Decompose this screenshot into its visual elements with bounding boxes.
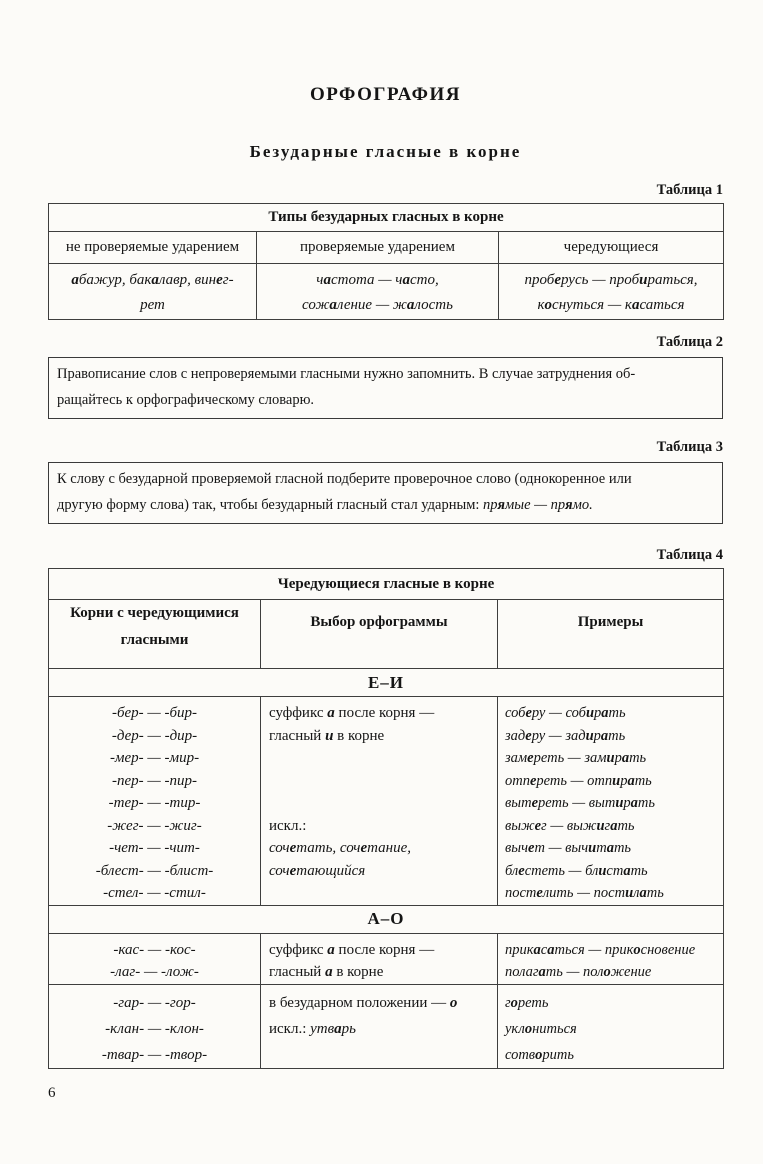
root-pair: -чет- — -чит- (109, 840, 200, 856)
rule-cell-ao2 (261, 984, 498, 1068)
root-pair: -клан- — -клон- (105, 1020, 204, 1037)
page-number: 6 (48, 1084, 56, 1101)
root-pair: -блест- — -блист- (95, 862, 214, 879)
page-title: ОРФОГРАФИЯ (310, 84, 461, 105)
example-line: проберусь — пробираться, (524, 272, 698, 288)
table4-title: Чередующиеся гласные в корне (49, 569, 724, 600)
table1-header-checked: проверяемые ударением (257, 232, 499, 264)
examples-cell-ao1 (498, 933, 724, 984)
example-pair: вытереть — вытирать (505, 795, 655, 811)
examples-cell-ei (498, 697, 724, 906)
table4 (48, 568, 724, 1069)
table1-examples-unchecked (49, 264, 257, 320)
example-line: сожаление — жалость (302, 297, 453, 313)
example-pair: вычет — вычитать (505, 840, 632, 856)
rule-cell-ao1 (261, 933, 498, 984)
example-pair: отпереть — отпирать (505, 772, 652, 789)
header-line: Корни с чередующимися (70, 605, 239, 621)
rule-line: искл.: утварь (269, 1020, 356, 1037)
examples-cell-ao2 (498, 984, 724, 1068)
table3-label: Таблица 3 (656, 439, 723, 455)
root-pair: -пер- — -пир- (112, 772, 197, 789)
table1-examples-checked (257, 264, 499, 320)
table2-note-box (48, 357, 723, 419)
example-pair: уклониться (505, 1020, 577, 1037)
table1 (48, 203, 724, 320)
rule-line (269, 747, 491, 770)
note-line: Правописание слов с непроверяемыми гласными нужно запомнить. В случае затруднения об- (57, 366, 636, 382)
root-pair: -гар- — -гор- (113, 994, 196, 1011)
roots-cell-ei (49, 697, 261, 906)
table4-title-row (49, 569, 724, 600)
example-pair: прикасаться — прикосновение (505, 941, 696, 958)
table1-title-row (49, 204, 724, 232)
rule-line (269, 792, 491, 815)
table4-header-rule: Выбор орфограммы (261, 600, 498, 669)
example-pair: задеру — задирать (505, 727, 626, 744)
table4-row-ao-gar-klan-tvar (49, 984, 724, 1068)
table1-header-alternating: чередующиеся (499, 232, 724, 264)
example-pair: сотворить (505, 1046, 574, 1063)
rule-line: искл.: (269, 817, 307, 834)
example-pair: гореть (505, 994, 549, 1011)
section-row-ao (49, 905, 724, 933)
document-page (48, 84, 723, 1102)
table4-label: Таблица 4 (656, 547, 723, 563)
root-pair: -твар- — -твор- (101, 1046, 208, 1063)
rule-line: в безударном положении — о (269, 994, 458, 1011)
roots-cell-ao2 (49, 984, 261, 1068)
table1-title: Типы безударных гласных в корне (49, 204, 724, 232)
rule-line: суффикс а после корня — (269, 705, 435, 721)
table4-header-row (49, 600, 724, 669)
section-heading-ao: А–О (49, 905, 724, 933)
table4-row-ei (49, 697, 724, 906)
rule-line (269, 770, 491, 793)
example-pair: постелить — постилать (505, 885, 664, 901)
root-pair: -дер- — -дир- (111, 727, 198, 744)
rule-line: суффикс а после корня — (269, 941, 435, 958)
example-line: коснуться — касаться (537, 297, 685, 313)
table1-header-unchecked: не проверяемые ударением (49, 232, 257, 264)
example-line: абажур, бакалавр, винег- (71, 272, 234, 288)
table1-examples-row (49, 264, 724, 320)
table4-header-roots (49, 600, 261, 669)
table4-header-examples: Примеры (498, 600, 724, 669)
table1-examples-alternating (499, 264, 724, 320)
root-pair: -тер- — -тир- (108, 795, 201, 811)
section-heading-ei: Е–И (49, 669, 724, 697)
header-line: гласными (120, 632, 189, 648)
roots-cell-ao1 (49, 933, 261, 984)
example-pair: выжег — выжигать (505, 817, 635, 834)
root-pair: -лаг- — -лож- (110, 964, 199, 980)
section-title: Безударные гласные в корне (249, 142, 522, 161)
rule-line: гласный и в корне (269, 727, 385, 744)
example-pair: соберу — собирать (505, 705, 626, 721)
rule-cell-ei (261, 697, 498, 906)
example-pair: полагать — положение (505, 964, 652, 980)
root-pair: -жег- — -жиг- (107, 817, 202, 834)
table1-label: Таблица 1 (656, 182, 723, 198)
example-pair: блестеть — блистать (505, 862, 648, 879)
root-pair: -бер- — -бир- (111, 705, 198, 721)
root-pair: -стел- — -стил- (103, 885, 206, 901)
root-pair: -мер- — -мир- (109, 750, 200, 766)
table3-note-box (48, 462, 723, 524)
section-row-ei (49, 669, 724, 697)
note-line: другую форму слова) так, чтобы безударный гласный стал ударным: прямые — прямо. (57, 497, 593, 513)
rule-line: сочетать, сочетание, (269, 840, 412, 856)
example-pair: замереть — замирать (505, 750, 647, 766)
rule-line: гласный а в корне (269, 964, 384, 980)
rule-line: сочетающийся (269, 862, 366, 879)
example-line: частота — часто, (316, 272, 439, 288)
root-pair: -кас- — -кос- (113, 941, 196, 958)
table4-row-ao-kas-lag (49, 933, 724, 984)
table2-label: Таблица 2 (656, 334, 723, 350)
example-line: рет (140, 297, 165, 313)
note-line: ращайтесь к орфографическому словарю. (57, 392, 315, 408)
note-line: К слову с безударной проверяемой гласной подберите проверочное слово (однокоренное или (57, 471, 632, 487)
table1-header-row (49, 232, 724, 264)
